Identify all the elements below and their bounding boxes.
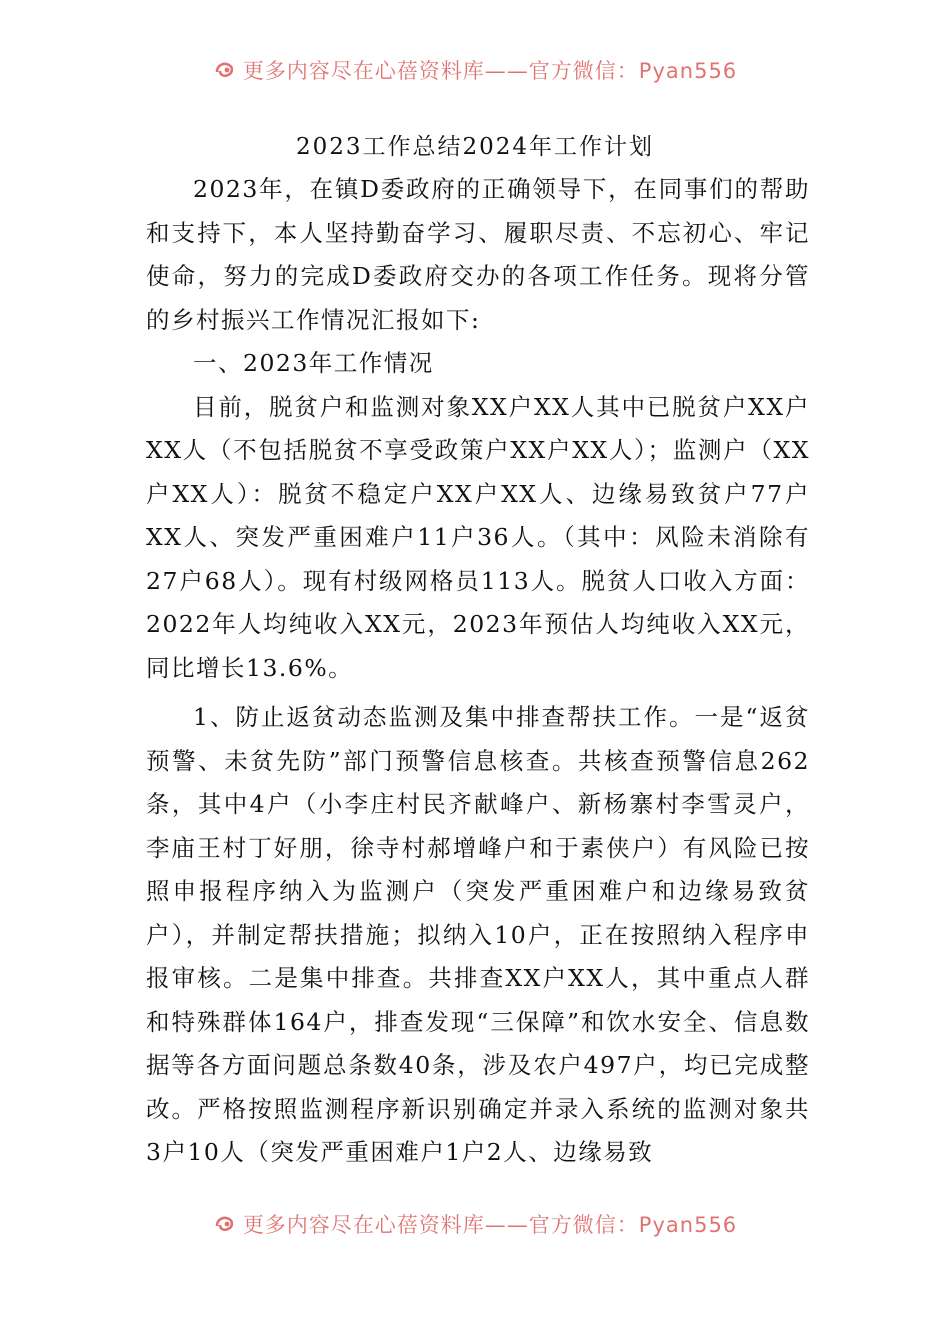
watermark-banner-bottom [0,1206,950,1242]
section-heading: 一、2023年工作情况 [193,349,434,377]
watermark-text: 更多内容尽在心蓓资料库——官方微信：Pyan556 [242,1213,738,1237]
monitoring-paragraph: 1、防止返贫动态监测及集中排查帮扶工作。一是“返贫预警、未贫先防”部门预警信息核查。共核查预警信息262条，其中4户（小李庄村民齐献峰户、新杨寨村李雪灵户，李庙王村丁好朋，徐寺村郝增峰户和于素侠户）有风险已按照申报程序纳入为监测户（突发严重困难户和边缘易致贫户），并制定帮扶措施；拟纳入10户，正在按照纳入程序申报审核。二是集中排查。共排查XX户XX人，其中重点人群和特殊群体164户，排查发现“三保障”和饮水安全、信息数据等各方面问题总条数40条，涉及农户497户，均已完成整改。严格按照监测程序新识别确定并录入系统的监测对象共3户10人（突发严重困难户1户2人、边缘易致 [146,703,810,1166]
brand-logo-icon [213,1212,237,1236]
document-title: 2023工作总结2024年工作计划 [295,134,655,160]
summary-paragraph: 目前，脱贫户和监测对象XX户XX人其中已脱贫户XX户XX人（不包括脱贫不享受政策户XX户XX人）；监测户（XX户XX人）：脱贫不稳定户XX户XX人、边缘易致贫户77户XX人、突发严重困难户11户36人。（其中：风险未消除有27户68人）。现有村级网格员113人。脱贫人口收入方面：2022年人均纯收入XX元，2023年预估人均纯收入XX元，同比增长13.6%。 [146,392,810,682]
brand-logo-icon [213,58,237,82]
intro-paragraph: 2023年，在镇D委政府的正确领导下，在同事们的帮助和支持下，本人坚持勤奋学习、履职尽责、不忘初心、牢记使命，努力的完成D委政府交办的各项工作任务。现将分管的乡村振兴工作情况汇报如下: [146,175,810,334]
document-body [146,168,810,1175]
watermark-banner-top [0,52,950,88]
watermark-text: 更多内容尽在心蓓资料库——官方微信：Pyan556 [242,59,738,83]
